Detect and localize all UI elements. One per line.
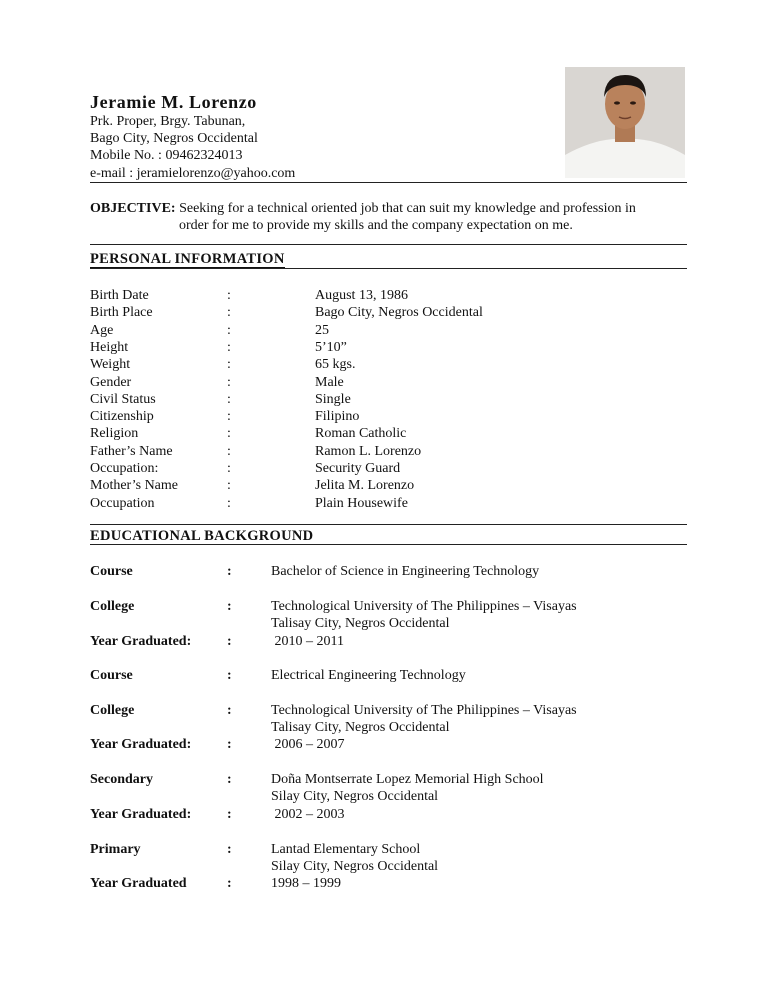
education-row [90,598,687,632]
separator-colon: : [227,461,231,476]
education-row [90,771,687,805]
personal-info-label: Mother’s Name [90,478,178,494]
education-heading: EDUCATIONAL BACKGROUND [90,528,314,544]
separator-colon: : [227,599,232,614]
personal-info-label: Father’s Name [90,443,173,459]
education-row [90,736,687,753]
address-line-2: Bago City, Negros Occidental [90,131,258,146]
separator-colon: : [227,374,231,390]
personal-info-row [90,287,687,304]
education-location: Silay City, Negros Occidental [271,859,439,874]
mobile-number: Mobile No. : 09462324013 [90,148,243,163]
education-label: College [90,599,135,614]
personal-info-row [90,408,687,425]
address-line-1: Prk. Proper, Brgy. Tabunan, [90,114,246,129]
education-value: Lantad Elementary School [271,842,421,857]
education-value: 2002 – 2003 [271,807,345,822]
email-address: e-mail : jeramielorenzo@yahoo.com [90,166,296,181]
separator-colon: : [227,772,232,787]
separator-colon: : [227,703,232,718]
education-label: Year Graduated: [90,737,192,752]
education-row [90,633,687,650]
separator-colon: : [227,478,231,494]
separator-colon: : [227,634,232,649]
personal-info-label: Age [90,322,114,338]
personal-info-label: Religion [90,426,139,442]
education-label: Year Graduated: [90,634,192,649]
separator-colon: : [227,357,231,373]
separator-colon: : [227,807,232,822]
personal-info-value: Security Guard [315,461,401,476]
separator-colon: : [227,737,232,752]
header-divider [90,182,687,183]
personal-info-heading: PERSONAL INFORMATION [90,251,285,267]
education-value: Technological University of The Philippines – Visayas [271,703,577,718]
personal-info-row [90,443,687,460]
education-label: Year Graduated: [90,807,192,822]
personal-info-value: 5’10” [315,339,347,355]
personal-info-label: Height [90,339,129,355]
separator-colon: : [227,409,231,425]
personal-info-value: Male [315,374,344,390]
separator-colon: : [227,426,231,442]
personal-info-row [90,304,687,321]
separator-colon: : [227,288,231,303]
personal-info-value: Roman Catholic [315,426,407,442]
education-location: Silay City, Negros Occidental [271,789,439,804]
personal-info-value: Jelita M. Lorenzo [315,478,415,494]
personal-info-label: Occupation [90,495,155,511]
personal-info-row [90,391,687,408]
education-value: Electrical Engineering Technology [271,668,466,683]
education-value: Doña Montserrate Lopez Memorial High School [271,772,544,787]
personal-info-row [90,460,687,477]
personal-info-label: Civil Status [90,391,156,407]
personal-info-label: Citizenship [90,409,154,425]
separator-colon: : [227,842,232,857]
education-row [90,667,687,684]
personal-info-value: 25 [315,322,329,338]
profile-photo [565,67,685,178]
education-row [90,702,687,736]
personal-info-value: Ramon L. Lorenzo [315,443,422,459]
education-location: Talisay City, Negros Occidental [271,616,450,631]
personal-info-row [90,339,687,356]
separator-colon: : [227,564,232,579]
separator-colon: : [227,876,232,891]
personal-info-value: Bago City, Negros Occidental [315,305,483,321]
personal-info-row [90,374,687,391]
personal-info-label: Birth Place [90,305,153,321]
divider [90,268,687,269]
education-value: 2010 – 2011 [271,634,344,649]
separator-colon: : [227,339,231,355]
education-label: College [90,703,135,718]
personal-info-row [90,425,687,442]
education-row [90,875,687,892]
personal-info-label: Birth Date [90,288,149,303]
applicant-name: Jeramie M. Lorenzo [90,92,257,112]
separator-colon: : [227,391,231,407]
education-label: Primary [90,842,141,857]
education-row [90,806,687,823]
personal-info-value: 65 kgs. [315,357,356,373]
separator-colon: : [227,322,231,338]
education-row [90,841,687,875]
objective-section [90,200,687,234]
objective-text-line-1: Seeking for a technical oriented job that can suit my knowledge and profession in [179,201,636,216]
education-label: Course [90,564,133,579]
separator-colon: : [227,668,232,683]
personal-info-value: Single [315,391,351,407]
personal-info-row [90,495,687,512]
separator-colon: : [227,495,231,511]
separator-colon: : [227,305,231,321]
personal-info-value: Filipino [315,409,360,425]
personal-info-row [90,477,687,494]
education-value: 2006 – 2007 [271,737,345,752]
education-location: Talisay City, Negros Occidental [271,720,450,735]
education-value: Technological University of The Philippines – Visayas [271,599,577,614]
personal-info-row [90,356,687,373]
divider [90,524,687,525]
education-label: Year Graduated [90,876,187,891]
education-label: Course [90,668,133,683]
personal-info-row [90,322,687,339]
education-label: Secondary [90,772,153,787]
personal-info-label: Gender [90,374,132,390]
divider [90,244,687,245]
personal-info-label: Weight [90,357,131,373]
education-value: 1998 – 1999 [271,876,341,891]
education-value: Bachelor of Science in Engineering Technology [271,564,540,579]
divider [90,544,687,545]
objective-label: OBJECTIVE: [90,201,176,216]
personal-info-value: August 13, 1986 [315,288,408,303]
personal-info-value: Plain Housewife [315,495,408,511]
objective-text-line-2: order for me to provide my skills and the company expectation on me. [179,218,573,233]
separator-colon: : [227,443,231,459]
personal-info-label: Occupation: [90,461,159,476]
education-row [90,563,687,580]
